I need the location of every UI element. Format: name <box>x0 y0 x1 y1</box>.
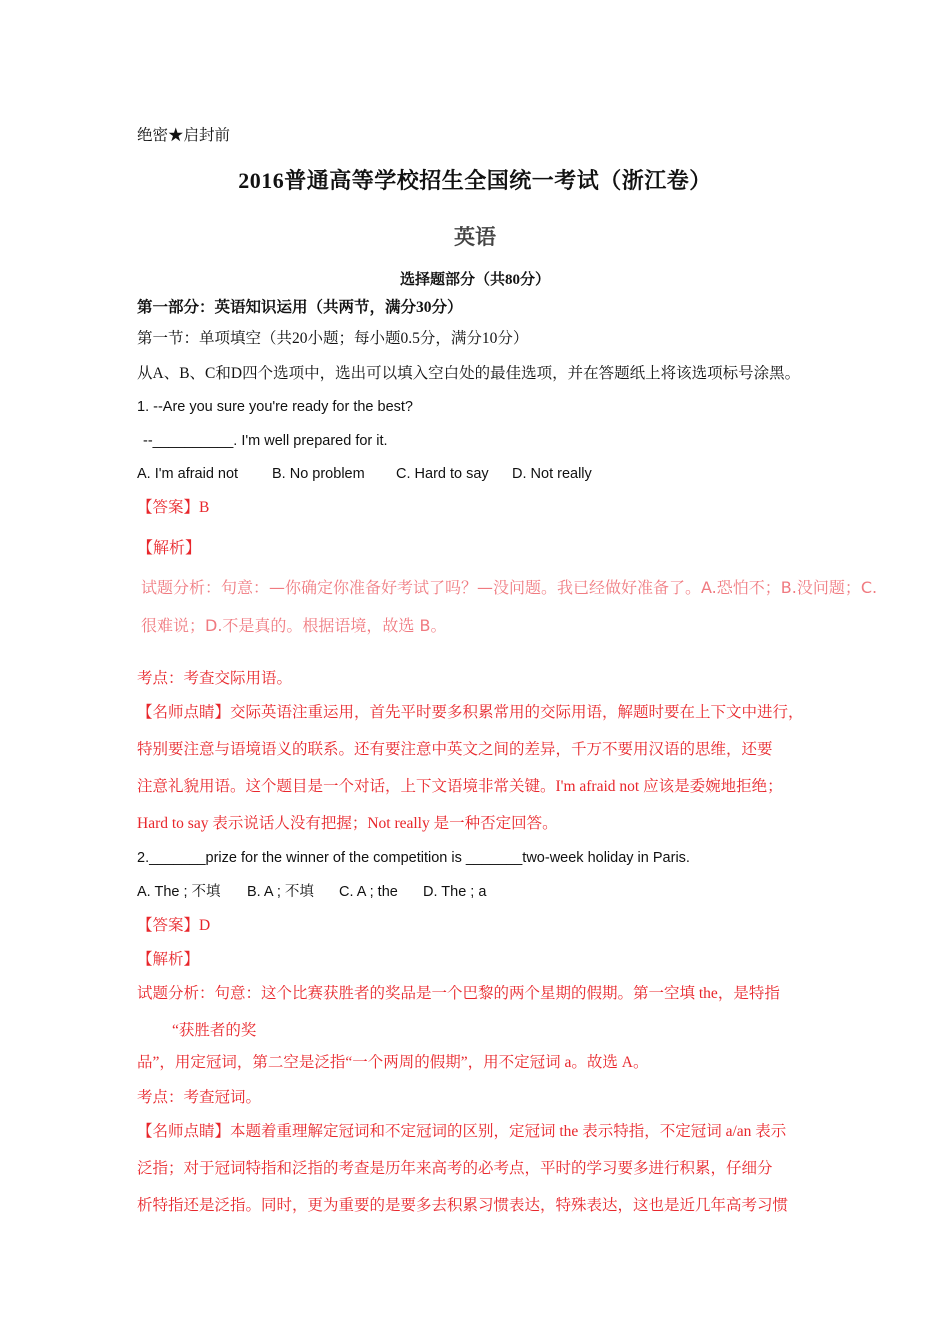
q1-stem: 1. --Are you sure you're ready for the best? <box>137 399 413 415</box>
q2-stem: 2._______prize for the winner of the competition is _______two-week holiday in Paris. <box>137 850 690 866</box>
q2-analysis-label: 【解析】 <box>137 951 200 968</box>
instruction: 从A、B、C和D四个选项中，选出可以填入空白处的最佳选项，并在答题纸上将该选项标号涂黑。 <box>137 365 801 382</box>
q2-analysis-line3: 品”，用定冠词，第二空是泛指“一个两周的假期”，用不定冠词 a。故选 A。 <box>137 1054 649 1071</box>
q1-analysis-line1: 试题分析：句意：—你确定你准备好考试了吗？—没问题。我已经做好准备了。A.恐怕不；B.没问题；C. <box>141 578 878 597</box>
q2-option-b: B. A ; 不填 <box>247 884 314 900</box>
q2-option-c: C. A ; the <box>339 884 398 900</box>
q2-tips-line3: 析特指还是泛指。同时，更为重要的是要多去积累习惯表达，特殊表达，这也是近几年高考习惯 <box>137 1197 789 1214</box>
q1-reply: --__________. I'm well prepared for it. <box>143 433 388 449</box>
q2-option-d: D. The ; a <box>423 884 487 900</box>
exam-title: 2016普通高等学校招生全国统一考试（浙江卷） <box>238 168 712 193</box>
section-title: 选择题部分（共80分） <box>399 272 550 288</box>
part1-title: 第一部分：英语知识运用（共两节，满分30分） <box>137 299 463 316</box>
q1-tips-line4: Hard to say 表示说话人没有把握；Not really 是一种否定回答。 <box>137 815 558 832</box>
q1-option-c: C. Hard to say <box>396 466 489 482</box>
q2-analysis-line1: 试题分析：句意：这个比赛获胜者的奖品是一个巴黎的两个星期的假期。第一空填 the，是特指 <box>137 985 780 1002</box>
q2-option-a: A. The ; 不填 <box>137 884 221 900</box>
q2-answer: 【答案】D <box>137 917 211 934</box>
q1-analysis-line2: 很难说；D.不是真的。根据语境，故选 B。 <box>141 616 447 635</box>
q1-option-d: D. Not really <box>512 466 592 482</box>
q1-tips-line2: 特别要注意与语境语义的联系。还有要注意中英文之间的差异，千万不要用汉语的思维，还要 <box>137 741 773 758</box>
q1-option-b: B. No problem <box>272 466 365 482</box>
q1-analysis-label: 【解析】 <box>137 540 202 557</box>
q1-kaodian: 考点：考查交际用语。 <box>137 670 293 687</box>
q1-answer: 【答案】B <box>137 499 210 516</box>
subsection-title: 第一节：单项填空（共20小题；每小题0.5分，满分10分） <box>137 330 529 347</box>
q2-tips-line2: 泛指；对于冠词特指和泛指的考查是历年来高考的必考点，平时的学习要多进行积累，仔细分 <box>137 1160 773 1177</box>
q1-option-a: A. I'm afraid not <box>137 466 239 482</box>
q1-tips-line3: 注意礼貌用语。这个题目是一个对话，上下文语境非常关键。I'm afraid not 应该是委婉地拒绝； <box>137 778 783 795</box>
q2-analysis-line2: “获胜者的奖 <box>172 1022 257 1039</box>
secret-label: 绝密★启封前 <box>137 127 231 144</box>
q1-tips-line1: 【名师点睛】交际英语注重运用，首先平时要多积累常用的交际用语，解题时要在上下文中进行， <box>137 704 804 721</box>
subject-title: 英语 <box>454 225 496 249</box>
q2-tips-line1: 【名师点睛】本题着重理解定冠词和不定冠词的区别，定冠词 the 表示特指，不定冠词 a/an 表示 <box>137 1123 787 1140</box>
q2-kaodian: 考点：考查冠词。 <box>137 1089 262 1106</box>
